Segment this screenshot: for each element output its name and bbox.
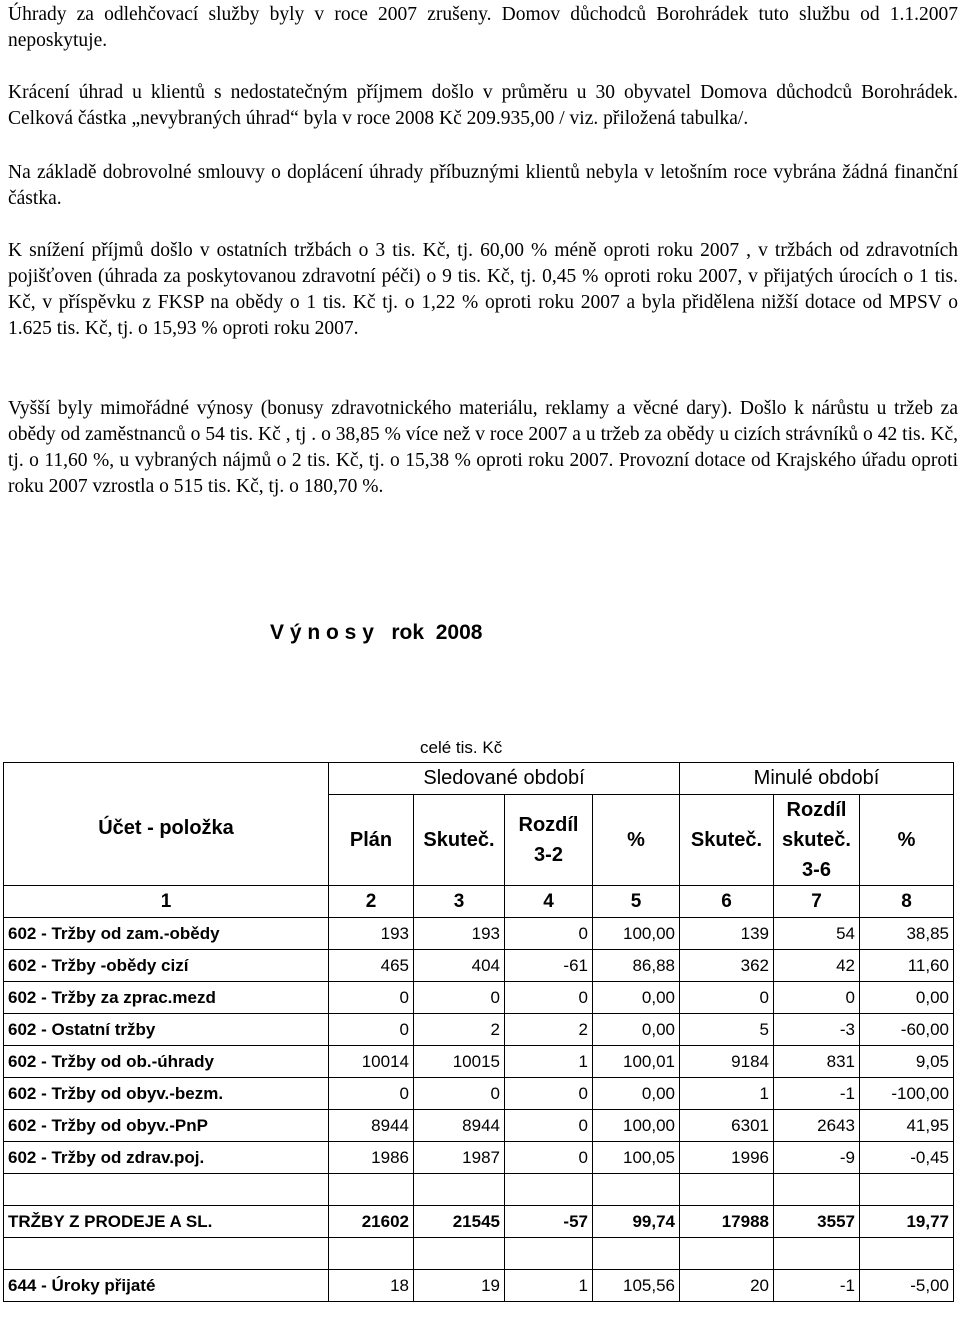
table-cell: 2643 <box>774 1110 860 1142</box>
total-cell: 3557 <box>774 1206 860 1238</box>
header-prev-difference-line1: Rozdíl <box>786 799 847 821</box>
row-label: 602 - Ostatní tržby <box>4 1014 329 1046</box>
header-plan: Plán <box>329 795 414 886</box>
total-label: TRŽBY Z PRODEJE A SL. <box>4 1206 329 1238</box>
row-label: 602 - Tržby -obědy cizí <box>4 950 329 982</box>
table-column-header <box>4 795 954 886</box>
table-cell: 20 <box>680 1270 774 1302</box>
table-cell: 0 <box>505 1078 593 1110</box>
paragraph-respite-care: Úhrady za odlehčovací služby byly v roce 2007 zrušeny. Domov důchodců Borohrádek tuto službu od 1.1.2007 neposkytuje. <box>8 4 958 51</box>
table-cell: 0 <box>329 1078 414 1110</box>
table-cell: 362 <box>680 950 774 982</box>
table-cell: 8944 <box>414 1110 505 1142</box>
table-cell: 139 <box>680 918 774 950</box>
table-row <box>4 982 954 1014</box>
row-label: 602 - Tržby od ob.-úhrady <box>4 1046 329 1078</box>
index-cell: 7 <box>774 886 860 918</box>
header-percent: % <box>593 795 680 886</box>
table-cell: 9184 <box>680 1046 774 1078</box>
table-cell: 86,88 <box>593 950 680 982</box>
table-spacer <box>4 1238 954 1270</box>
table-cell: 404 <box>414 950 505 982</box>
table-cell: -9 <box>774 1142 860 1174</box>
paragraph-income-increase: Vyšší byly mimořádné výnosy (bonusy zdravotnického materiálu, reklamy a věcné dary). Došlo k nárůstu u tržeb za obědy od zaměstnanců o 54 tis. Kč , tj . o 38,85 % více než v roce 2007 a u tržeb za obědy u cizích strávníků o 42 tis. Kč, tj. o 11,60 %, u vybraných nájmů o 2 tis. Kč, tj. o 15,38 % oproti roku 2007. Provozní dotace od Krajského úřadu oproti roku 2007 vzrostla o 515 tis. Kč, tj. o 180,70 %. <box>8 398 958 497</box>
table-cell: -100,00 <box>860 1078 954 1110</box>
total-cell: 21602 <box>329 1206 414 1238</box>
table-cell: 0 <box>505 1142 593 1174</box>
table-cell: 1986 <box>329 1142 414 1174</box>
table-body <box>4 918 954 1174</box>
table-row <box>4 1078 954 1110</box>
table-cell: 0 <box>505 1110 593 1142</box>
revenue-heading: V ý n o s y rok 2008 <box>270 621 483 644</box>
table-row-total <box>4 1206 954 1238</box>
table-cell: 2 <box>414 1014 505 1046</box>
total-cell: 21545 <box>414 1206 505 1238</box>
table-cell: 100,00 <box>593 1110 680 1142</box>
table-cell: 9,05 <box>860 1046 954 1078</box>
table-group-header <box>4 763 954 795</box>
table-cell: 42 <box>774 950 860 982</box>
table-cell: 831 <box>774 1046 860 1078</box>
header-prev-difference-line3: 3-6 <box>802 859 831 881</box>
table-cell: 6301 <box>680 1110 774 1142</box>
total-cell: -57 <box>505 1206 593 1238</box>
table-cell: 1996 <box>680 1142 774 1174</box>
row-label: 602 - Tržby od obyv.-bezm. <box>4 1078 329 1110</box>
row-label: 602 - Tržby od zam.-obědy <box>4 918 329 950</box>
table-cell: 100,00 <box>593 918 680 950</box>
table-cell: -1 <box>774 1270 860 1302</box>
table-cell: 19 <box>414 1270 505 1302</box>
index-cell: 5 <box>593 886 680 918</box>
table-cell: 41,95 <box>860 1110 954 1142</box>
table-cell: 18 <box>329 1270 414 1302</box>
paragraph-voluntary-contract: Na základě dobrovolné smlouvy o doplácení úhrady příbuznými klientů nebyla v letošním roce vybrána žádná finanční částka. <box>8 162 958 209</box>
table-cell: 193 <box>414 918 505 950</box>
table-index-row <box>4 886 954 918</box>
table-cell: 193 <box>329 918 414 950</box>
table-cell: 100,01 <box>593 1046 680 1078</box>
table-cell: 2 <box>505 1014 593 1046</box>
table-cell: 11,60 <box>860 950 954 982</box>
table-cell: 0 <box>329 1014 414 1046</box>
total-cell: 17988 <box>680 1206 774 1238</box>
table-cell: 0 <box>329 982 414 1014</box>
table-cell: 0 <box>680 982 774 1014</box>
index-cell: 4 <box>505 886 593 918</box>
table-cell: 0 <box>505 982 593 1014</box>
table-spacer <box>4 1174 954 1206</box>
table-cell: 1 <box>680 1078 774 1110</box>
table-row-interest <box>4 1270 954 1302</box>
header-account: Účet - položka <box>4 795 329 886</box>
table-cell: 1 <box>505 1046 593 1078</box>
table-cell: 0,00 <box>593 1014 680 1046</box>
table-cell: 0 <box>505 918 593 950</box>
row-label: 644 - Úroky přijaté <box>4 1270 329 1302</box>
table-cell: -3 <box>774 1014 860 1046</box>
header-prev-difference <box>774 795 860 886</box>
table-cell: 38,85 <box>860 918 954 950</box>
paragraph-fee-reduction: Krácení úhrad u klientů s nedostatečným příjmem došlo v průměru u 30 obyvatel Domova důchodců Borohrádek. Celková částka „nevybraných úhrad“ byla v roce 2008 Kč 209.935,00 / viz. přiložená tabulka/. <box>8 82 958 129</box>
table-cell: -1 <box>774 1078 860 1110</box>
table-row <box>4 1142 954 1174</box>
table-cell: -5,00 <box>860 1270 954 1302</box>
table-cell: 0 <box>414 982 505 1014</box>
paragraph-income-decrease: K snížení příjmů došlo v ostatních tržbách o 3 tis. Kč, tj. 60,00 % méně oproti roku 2007 , v tržbách od zdravotních pojišťoven (úhrada za poskytovanou zdravotní péči) o 9 tis. Kč, tj. 0,45 % oproti roku 2007, v přijatých úrocích o 1 tis. Kč, v příspěvku z FKSP na obědy o 1 tis. Kč tj. o 1,22 % oproti roku 2007 a byla přidělena nižší dotace od MPSV o 1.625 tis. Kč, tj. o 15,93 % oproti roku 2007. <box>8 240 958 339</box>
table-cell: 54 <box>774 918 860 950</box>
table-cell: 1 <box>505 1270 593 1302</box>
row-label: 602 - Tržby od zdrav.poj. <box>4 1142 329 1174</box>
table-row <box>4 1046 954 1078</box>
table-cell: 8944 <box>329 1110 414 1142</box>
table-cell: 5 <box>680 1014 774 1046</box>
header-prev-percent: % <box>860 795 954 886</box>
table-cell: 465 <box>329 950 414 982</box>
row-label: 602 - Tržby od obyv.-PnP <box>4 1110 329 1142</box>
group-previous-period: Minulé období <box>680 763 954 795</box>
index-cell: 2 <box>329 886 414 918</box>
total-cell: 19,77 <box>860 1206 954 1238</box>
header-prev-actual: Skuteč. <box>680 795 774 886</box>
header-difference-line2: 3-2 <box>534 844 563 866</box>
header-difference <box>505 795 593 886</box>
table-cell: 0,00 <box>593 1078 680 1110</box>
revenue-table <box>3 762 954 1302</box>
table-cell: 10015 <box>414 1046 505 1078</box>
index-cell: 8 <box>860 886 954 918</box>
unit-label: celé tis. Kč <box>420 738 503 757</box>
table-cell: -61 <box>505 950 593 982</box>
group-current-period: Sledované období <box>329 763 680 795</box>
table-row <box>4 950 954 982</box>
table-cell: 0 <box>414 1078 505 1110</box>
table-row <box>4 1110 954 1142</box>
table-cell: 105,56 <box>593 1270 680 1302</box>
index-cell: 3 <box>414 886 505 918</box>
table-cell: -60,00 <box>860 1014 954 1046</box>
table-row <box>4 918 954 950</box>
table-row <box>4 1014 954 1046</box>
header-prev-difference-line2: skuteč. <box>782 829 851 851</box>
table-cell: 0,00 <box>860 982 954 1014</box>
index-cell: 6 <box>680 886 774 918</box>
row-label: 602 - Tržby za zprac.mezd <box>4 982 329 1014</box>
table-cell: 10014 <box>329 1046 414 1078</box>
table-cell: 1987 <box>414 1142 505 1174</box>
table-cell: 0 <box>774 982 860 1014</box>
table-cell: -0,45 <box>860 1142 954 1174</box>
header-difference-line1: Rozdíl <box>518 814 579 836</box>
index-cell: 1 <box>4 886 329 918</box>
table-cell: 100,05 <box>593 1142 680 1174</box>
header-actual: Skuteč. <box>414 795 505 886</box>
table-cell: 0,00 <box>593 982 680 1014</box>
total-cell: 99,74 <box>593 1206 680 1238</box>
